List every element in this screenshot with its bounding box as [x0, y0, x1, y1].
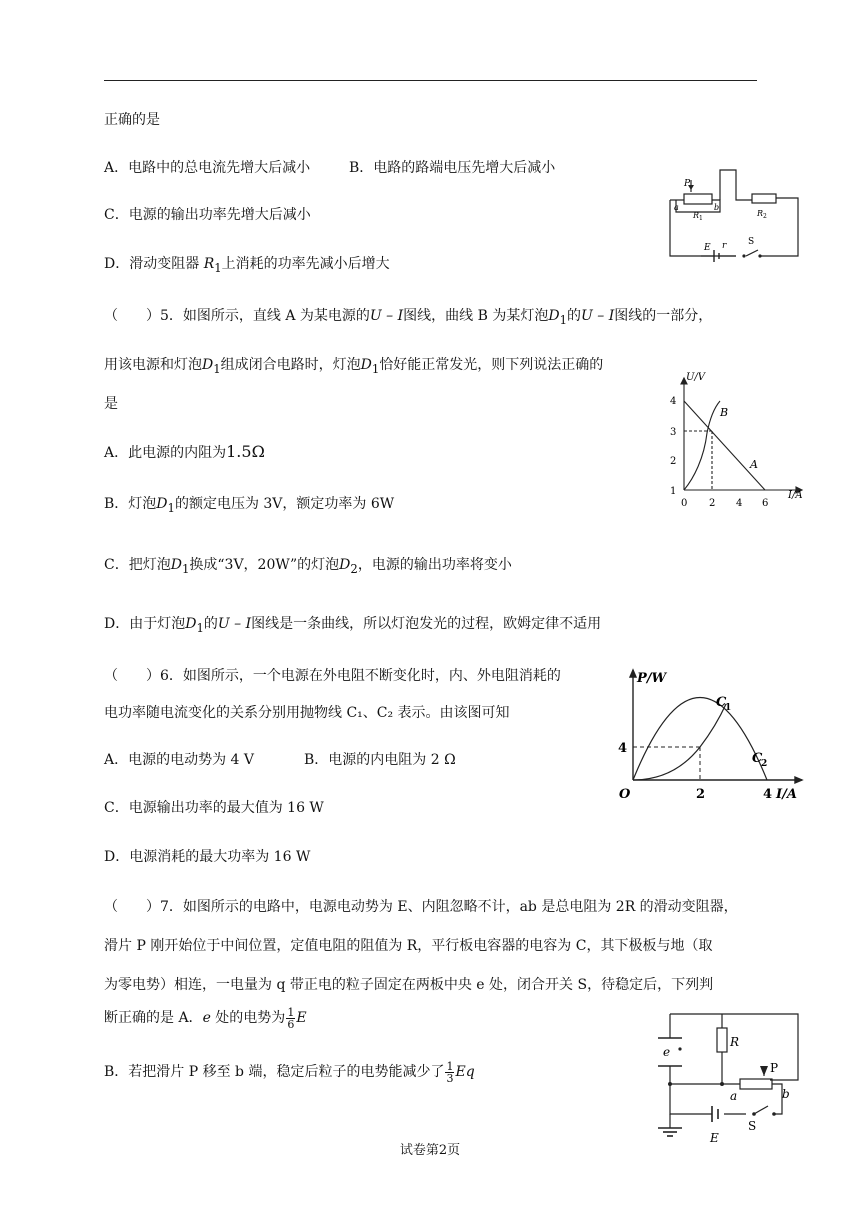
q6-option-d: D．电源消耗的最大功率为 16 W	[104, 849, 311, 865]
q5-stem-line3: 是	[104, 396, 118, 412]
q5-ytick-3: 3	[670, 427, 677, 438]
q5-xtick-6: 6	[762, 498, 769, 509]
q6-xlabel: I/A	[776, 787, 797, 802]
q6-xtick-4: 4	[763, 787, 773, 802]
q7-fig-label-s: S	[748, 1119, 757, 1133]
q6-option-b: B．电源的内电阻为 2 Ω	[304, 752, 456, 768]
q4-fig-label-r1: R	[693, 211, 700, 220]
q5-ui-graph	[664, 368, 814, 510]
q4-stem-tail: 正确的是	[104, 112, 160, 128]
q4-fig-label-s: S	[748, 237, 755, 247]
q4-fig-label-r2: R	[757, 209, 764, 218]
q4-option-d: D．滑动变阻器 $R_1$上消耗的功率先减小后增大	[104, 256, 390, 275]
q5-ylabel: U/V	[686, 372, 706, 383]
q7-stem-line4: 断正确的是 A．e 处的电势为 $\frac{1}{6}$ E	[104, 1005, 307, 1031]
q7-fig-label-p: P	[770, 1061, 779, 1075]
q5-xtick-0: 0	[681, 498, 688, 509]
q7-stem-line2: 滑片 P 刚开始位于中间位置，定值电阻的阻值为 R，平行板电容器的电容为 C，其下极板与地（取	[104, 938, 713, 954]
q7-fraction-1-6: $\frac{1}{6}$	[287, 1005, 295, 1031]
q4-fig-label-r2-sub: 2	[763, 213, 767, 220]
q7-fraction-1-3: $\frac{1}{3}$	[446, 1059, 454, 1085]
q5-option-d: D．由于灯泡$D_1$的U – I图线是一条曲线，所以灯泡发光的过程，欧姆定律不适用	[104, 616, 602, 635]
q5-ytick-1: 1	[670, 486, 677, 497]
q6-label-c1-sub: 1	[725, 703, 732, 713]
q6-xtick-2: 2	[696, 787, 706, 802]
q4-fig-label-p: P	[684, 179, 691, 189]
q7-stem-line1: （ ）7．如图所示的电路中，电源电动势为 E、内阻忽略不计，ab 是总电阻为 2R 的滑动变阻器，	[104, 899, 738, 915]
q6-option-a: A．电源的电动势为 4 V	[104, 752, 255, 768]
q6-label-c2: C	[752, 751, 763, 766]
q4-option-a: A．电路中的总电流先增大后减小	[104, 160, 311, 176]
q4-fig-label-b: b	[714, 203, 720, 212]
q7-fig-label-e-point: e	[663, 1045, 671, 1059]
q7-fig-label-b: b	[782, 1087, 790, 1101]
q6-curve-c1	[633, 704, 726, 780]
q5-ytick-2: 2	[670, 456, 677, 467]
q5-option-a: A．此电源的内阻为1.5Ω	[104, 442, 265, 461]
q7-fig-label-a: a	[730, 1089, 738, 1103]
q6-ytick-4: 4	[618, 741, 628, 756]
header-rule	[104, 80, 757, 81]
q5-ytick-4: 4	[670, 396, 677, 407]
q4-option-c: C．电源的输出功率先增大后减小	[104, 207, 311, 223]
q6-origin: O	[619, 787, 631, 802]
q4-fig-label-e: E	[704, 243, 711, 253]
q6-pi-graph	[612, 664, 812, 804]
q5-xtick-2: 2	[709, 498, 716, 509]
q6-option-c: C．电源输出功率的最大值为 16 W	[104, 800, 324, 816]
q6-curve-c2	[633, 698, 767, 781]
q5-stem-line2: 用该电源和灯泡$D_1$组成闭合电路时，灯泡$D_1$恰好能正常发光，则下列说法正确的	[104, 357, 604, 376]
q4-circuit-diagram	[664, 160, 802, 264]
q5-xlabel: I/A	[788, 490, 803, 501]
q6-ylabel: P/W	[637, 671, 667, 686]
q7-circuit-diagram	[650, 1000, 810, 1150]
page-footer: 试卷第2页	[399, 1143, 461, 1158]
q4-fig-label-r: r	[722, 241, 727, 251]
q5-xtick-4: 4	[736, 498, 743, 509]
q6-label-c1: C	[716, 695, 727, 710]
q5-label-b: B	[720, 406, 729, 419]
q4-fig-label-r1-sub: 1	[699, 215, 703, 222]
q5-option-c: C．把灯泡$D_1$换成“3V，20W”的灯泡$D_2$，电源的输出功率将变小	[104, 557, 512, 576]
q7-fig-label-emf: E	[710, 1131, 719, 1145]
q7-fig-label-r: R	[730, 1035, 740, 1049]
q6-stem-line2: 电功率随电流变化的关系分别用抛物线 C₁、C₂ 表示。由该图可知	[104, 705, 510, 721]
q5-stem-line1: （ ）5．如图所示，直线 A 为某电源的U – I图线，曲线 B 为某灯泡$D_1$的U – I图线的一部分，	[104, 308, 713, 327]
q6-stem-line1: （ ）6．如图所示，一个电源在外电阻不断变化时，内、外电阻消耗的	[104, 668, 561, 684]
q5-option-b: B．灯泡$D_1$的额定电压为 3V，额定功率为 6W	[104, 496, 395, 515]
q5-label-a: A	[750, 458, 758, 471]
q7-option-b: B．若把滑片 P 移至 b 端，稳定后粒子的电势能减少了 $\frac{1}{3}$ Eq	[104, 1059, 475, 1085]
q4-fig-label-a: a	[674, 203, 679, 212]
q6-label-c2-sub: 2	[761, 759, 768, 769]
q5-curve-b	[684, 401, 720, 490]
q7-stem-line3: 为零电势）相连，一电量为 q 带正电的粒子固定在两板中央 e 处，闭合开关 S，待稳定后，下列判	[104, 977, 714, 993]
q4-option-b: B．电路的路端电压先增大后减小	[349, 160, 556, 176]
